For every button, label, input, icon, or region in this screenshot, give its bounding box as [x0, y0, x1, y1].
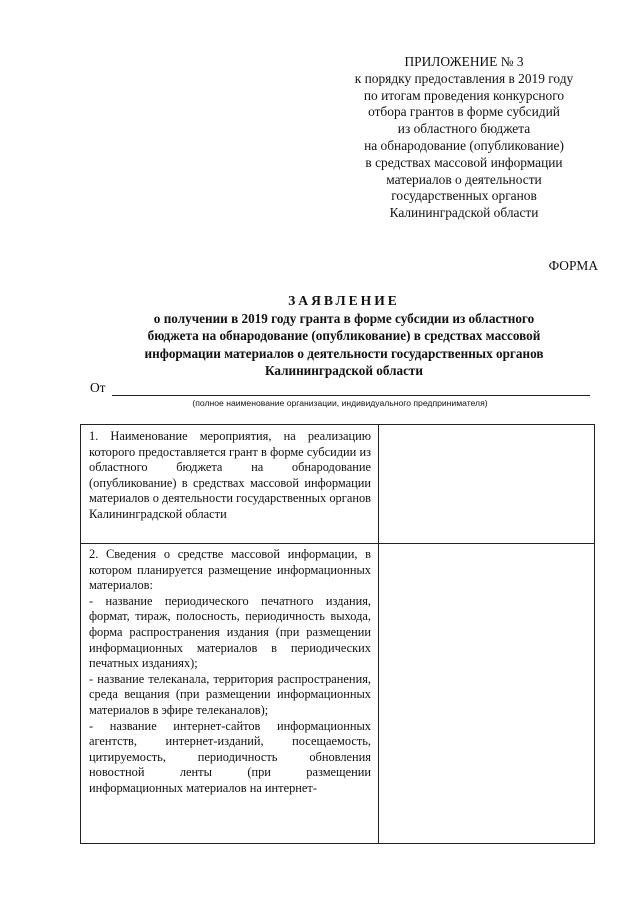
appendix-line: отбора грантов в форме субсидий: [368, 104, 560, 120]
table-row-2-label: [89, 547, 371, 843]
from-input-line[interactable]: [112, 395, 590, 396]
title-line: бюджета на обнародование (опубликование) в средствах массовой: [147, 328, 541, 344]
from-row: [90, 380, 590, 398]
appendix-line: государственных органов: [391, 188, 537, 204]
form-table: [80, 424, 595, 844]
appendix-line: на обнародование (опубликование): [364, 137, 564, 153]
row-divider: [378, 543, 594, 544]
row-2-item: - название телеканала, территория распространения, среда вещания (при размещении информационных материалов в эфире телеканалов);: [89, 671, 371, 717]
appendix-line: по итогам проведения конкурсного: [363, 87, 565, 103]
row-2-item: - название периодического печатного издания, формат, тираж, полосность, периодичность выхода, форма распространения издания (при размещении информационных материалов в периодических печатных изданиях);: [89, 593, 371, 671]
title-line: о получении в 2019 году гранта в форме субсидии из областного: [153, 310, 535, 326]
title-heading: ЗАЯВЛЕНИЕ: [288, 293, 400, 308]
from-label: От: [90, 380, 106, 395]
row-1-text: 1. Наименование мероприятия, на реализацию которого предоставляется грант в форме субсидии из областного бюджета на обнародование (опубликование) в средствах массовой информации материалов о деятельности государственных органов Калининградской области: [89, 429, 371, 521]
row-divider: [81, 543, 378, 544]
appendix-line: к порядку предоставления в 2019 году: [354, 70, 574, 86]
document-title: [90, 292, 598, 380]
row-2-item: - название интернет-сайтов информационных агентств, интернет-изданий, посещаемость, цитируемость, периодичность обновления новостной ленты (при размещении информационных материалов на интернет-: [89, 718, 371, 795]
table-row-1-label: [89, 429, 371, 541]
column-divider: [378, 425, 379, 843]
appendix-header: [330, 54, 598, 222]
appendix-line: Калининградской области: [389, 205, 539, 221]
appendix-line: в средствах массовой информации: [365, 154, 563, 170]
appendix-line: из областного бюджета: [397, 121, 531, 137]
form-label: ФОРМА: [548, 258, 598, 273]
appendix-line: материалов о деятельности: [386, 171, 542, 187]
from-hint: (полное наименование организации, индивидуального предпринимателя): [192, 398, 488, 408]
title-line: Калининградской области: [264, 363, 424, 379]
appendix-line: ПРИЛОЖЕНИЕ № 3: [404, 54, 524, 69]
title-line: информации материалов о деятельности государственных органов: [144, 345, 544, 361]
row-2-intro: 2. Сведения о средстве массовой информации, в котором планируется размещение информационных материалов:: [89, 547, 371, 593]
